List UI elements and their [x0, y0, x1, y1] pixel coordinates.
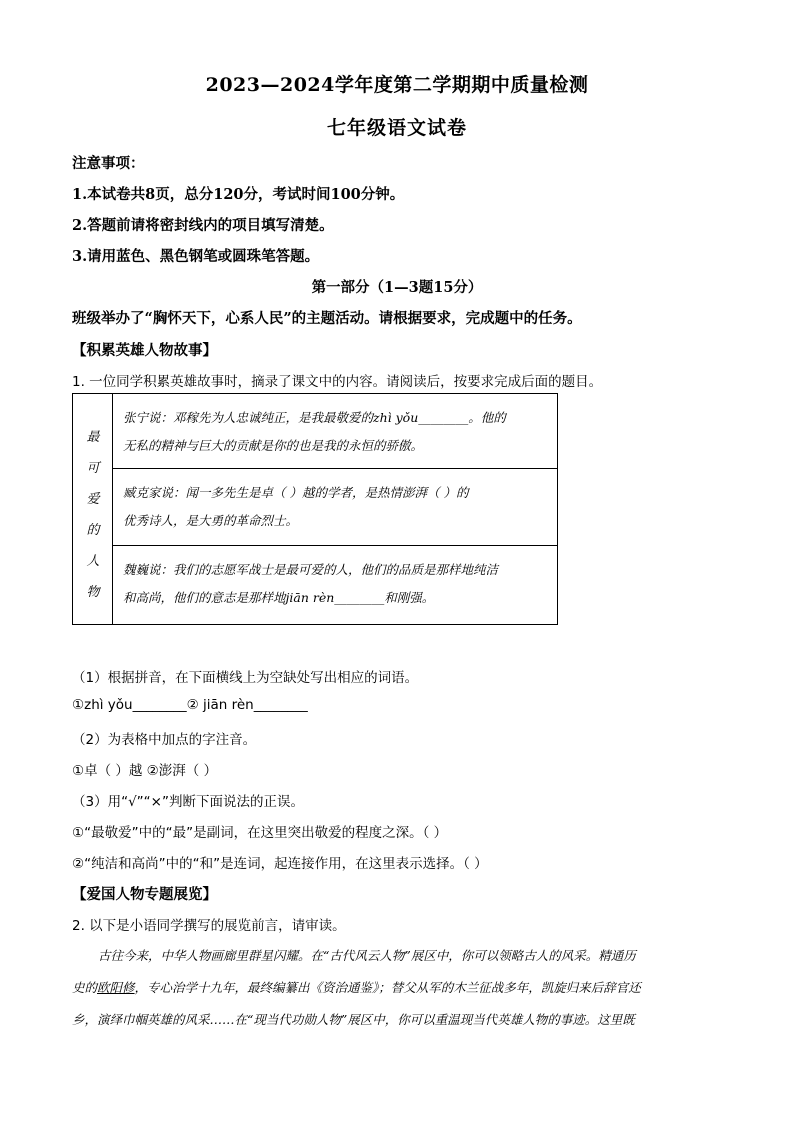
- side-char: 人: [86, 554, 100, 569]
- question-1-3-a[interactable]: ①“最敬爱”中的“最”是副词，在这里突出敬爱的程度之深。（ ）: [72, 825, 448, 841]
- table-side-column: [73, 394, 113, 624]
- notice-item-1: 1.本试卷共8页，总分120分，考试时间100分钟。: [72, 186, 405, 203]
- part1-heading: 第一部分（1—3题15分）: [311, 279, 483, 296]
- table-row: [113, 394, 557, 469]
- question-1-2-items[interactable]: ①卓（ ）越 ②澎湃（ ）: [72, 763, 218, 779]
- notice-item-2: 2.答题前请将密封线内的项目填写清楚。: [72, 217, 334, 234]
- preface-line: 古往今来，中华人物画廊里群星闪耀。在“古代风云人物”展区中，你可以领略古人的风采。精通历: [98, 948, 636, 963]
- side-char: 的: [86, 523, 100, 538]
- part1-intro: 班级举办了“胸怀天下，心系人民”的主题活动。请根据要求，完成题中的任务。: [72, 310, 582, 327]
- exam-title: 2023—2024学年度第二学期期中质量检测: [205, 74, 589, 96]
- side-char: 物: [86, 585, 100, 600]
- table-row-line: 优秀诗人，是大勇的革命烈士。: [123, 513, 299, 528]
- side-char: 可: [86, 461, 100, 476]
- notice-item-3: 3.请用蓝色、黑色钢笔或圆珠笔答题。: [72, 248, 320, 265]
- table-row-line: 臧克家说：闻一多先生是卓（ ）越的学者，是热情澎湃（ ）的: [123, 485, 469, 500]
- preface-line: 乡，演绎巾帼英雄的风采……在“现当代功勋人物”展区中，你可以重温现当代英雄人物的事迹。这里既: [72, 1012, 635, 1027]
- exam-subtitle: 七年级语文试卷: [326, 117, 467, 139]
- question-1-3-b[interactable]: ②“纯洁和高尚”中的“和”是连词，起连接作用，在这里表示选择。（ ）: [72, 856, 488, 872]
- preface-line: 史的欧阳修，专心治学十九年，最终编纂出《资治通鉴》；替父从军的木兰征战多年，凯旋归来后辞官还: [72, 980, 641, 995]
- exhibition-preface: [72, 940, 722, 1036]
- question-1-1: （1）根据拼音，在下面横线上为空缺处写出相应的词语。: [72, 670, 419, 686]
- notice-heading: 注意事项：: [72, 155, 145, 172]
- table-row: [113, 546, 557, 626]
- table-row-line: 张宁说：邓稼先为人忠诚纯正，是我最敬爱的zhì yǒu________。他的: [123, 410, 506, 425]
- side-char: 爱: [86, 492, 100, 507]
- question-1-2: （2）为表格中加点的字注音。: [72, 732, 257, 748]
- hero-quotes-table: [72, 393, 558, 625]
- table-row-line: 无私的精神与巨大的贡献是你的也是我的永恒的骄傲。: [123, 438, 424, 453]
- question-2-prompt: 2. 以下是小语同学撰写的展览前言，请审读。: [72, 918, 346, 934]
- section2-heading: 【爱国人物专题展览】: [72, 886, 217, 903]
- question-1-3: （3）用“√”“×”判断下面说法的正误。: [72, 794, 304, 810]
- table-row: [113, 469, 557, 546]
- question-1-prompt: 1. 一位同学积累英雄故事时，摘录了课文中的内容。请阅读后，按要求完成后面的题目。: [72, 374, 603, 390]
- table-row-line: 魏巍说：我们的志愿军战士是最可爱的人，他们的品质是那样地纯洁: [123, 562, 499, 577]
- underlined-name: 欧阳修: [97, 980, 135, 995]
- section1-heading: 【积累英雄人物故事】: [72, 342, 217, 359]
- side-char: 最: [86, 430, 100, 445]
- question-1-1-blanks[interactable]: ①zhì yǒu________② jiān rèn________: [72, 697, 308, 713]
- table-row-line: 和高尚，他们的意志是那样地jiān rèn________和刚强。: [123, 590, 435, 605]
